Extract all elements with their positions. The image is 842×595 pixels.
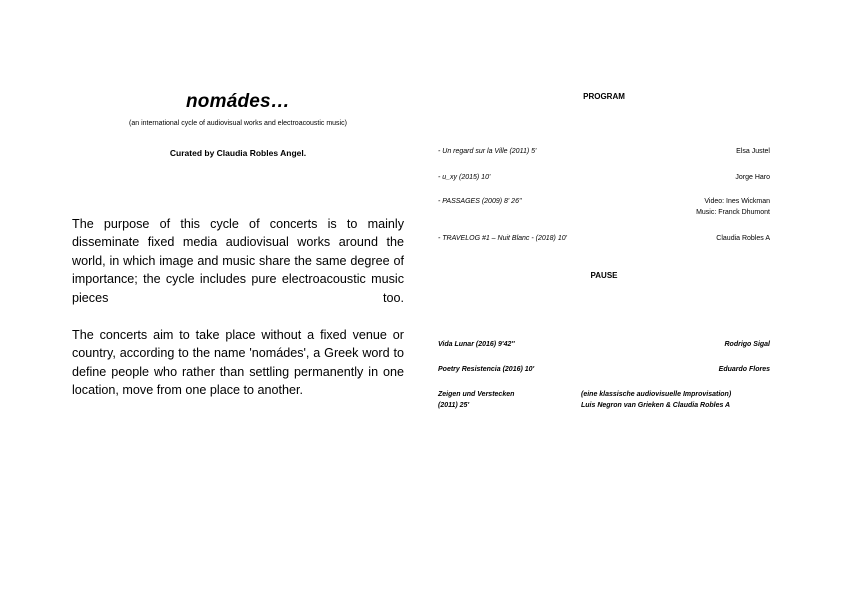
program-item-artist: Jorge Haro (735, 174, 770, 181)
pause-heading: PAUSE (590, 271, 618, 280)
pause-item-note (581, 389, 731, 411)
program-item-artist (696, 196, 770, 218)
pause-item-work: Vida Lunar (2016) 9'42'' (438, 341, 515, 348)
intro-paragraph-2: The concerts aim to take place without a fixed venue or country, according to the name 'nomádes', a Greek word to define people who rather than settling permanently in one location, move from one place to another. (72, 328, 404, 398)
pause-item-work-year: (2011) 25' (438, 402, 470, 409)
program-item-artist: Elsa Justel (736, 148, 770, 155)
intro-paragraph-1: The purpose of this cycle of concerts is to mainly disseminate fixed media audiovisual works around the world, in which image and music share the same degree of importance; the cycle includes pure electroacoustic music pieces too. (72, 217, 404, 305)
program-heading: PROGRAM (583, 92, 625, 101)
pause-item-artist: Rodrigo Sigal (724, 341, 770, 348)
pause-item-work-title: Zeigen und Verstecken (438, 391, 515, 398)
program-item-work: - TRAVELOG #1 – Nuit Blanc - (2018) 10' (438, 235, 567, 242)
pause-item-work (438, 389, 514, 411)
program-item-artist: Claudia Robles A (716, 235, 770, 242)
program-item-work: - Un regard sur la Ville (2011) 5' (438, 148, 537, 155)
program-item-work: - u_xy (2015) 10' (438, 174, 491, 181)
program-item-artist-music: Music: Franck Dhumont (696, 209, 770, 216)
pause-item-note-description: (eine klassische audiovisuelle Improvisation) (581, 391, 732, 398)
curator-line: Curated by Claudia Robles Angel. (169, 148, 307, 158)
pause-item-artist: Eduardo Flores (718, 366, 770, 373)
page-subtitle: (an international cycle of audiovisual works and electroacoustic music) (129, 120, 347, 127)
pause-item-work: Poetry Resistencia (2016) 10' (438, 366, 535, 373)
page-title: nomádes… (185, 91, 290, 112)
program-item-work: - PASSAGES (2009) 8' 26'' (438, 198, 522, 205)
pause-item-note-artists: Luis Negron van Grieken & Claudia Robles A (581, 402, 731, 409)
program-item-artist-video: Video: Ines Wickman (704, 198, 770, 205)
